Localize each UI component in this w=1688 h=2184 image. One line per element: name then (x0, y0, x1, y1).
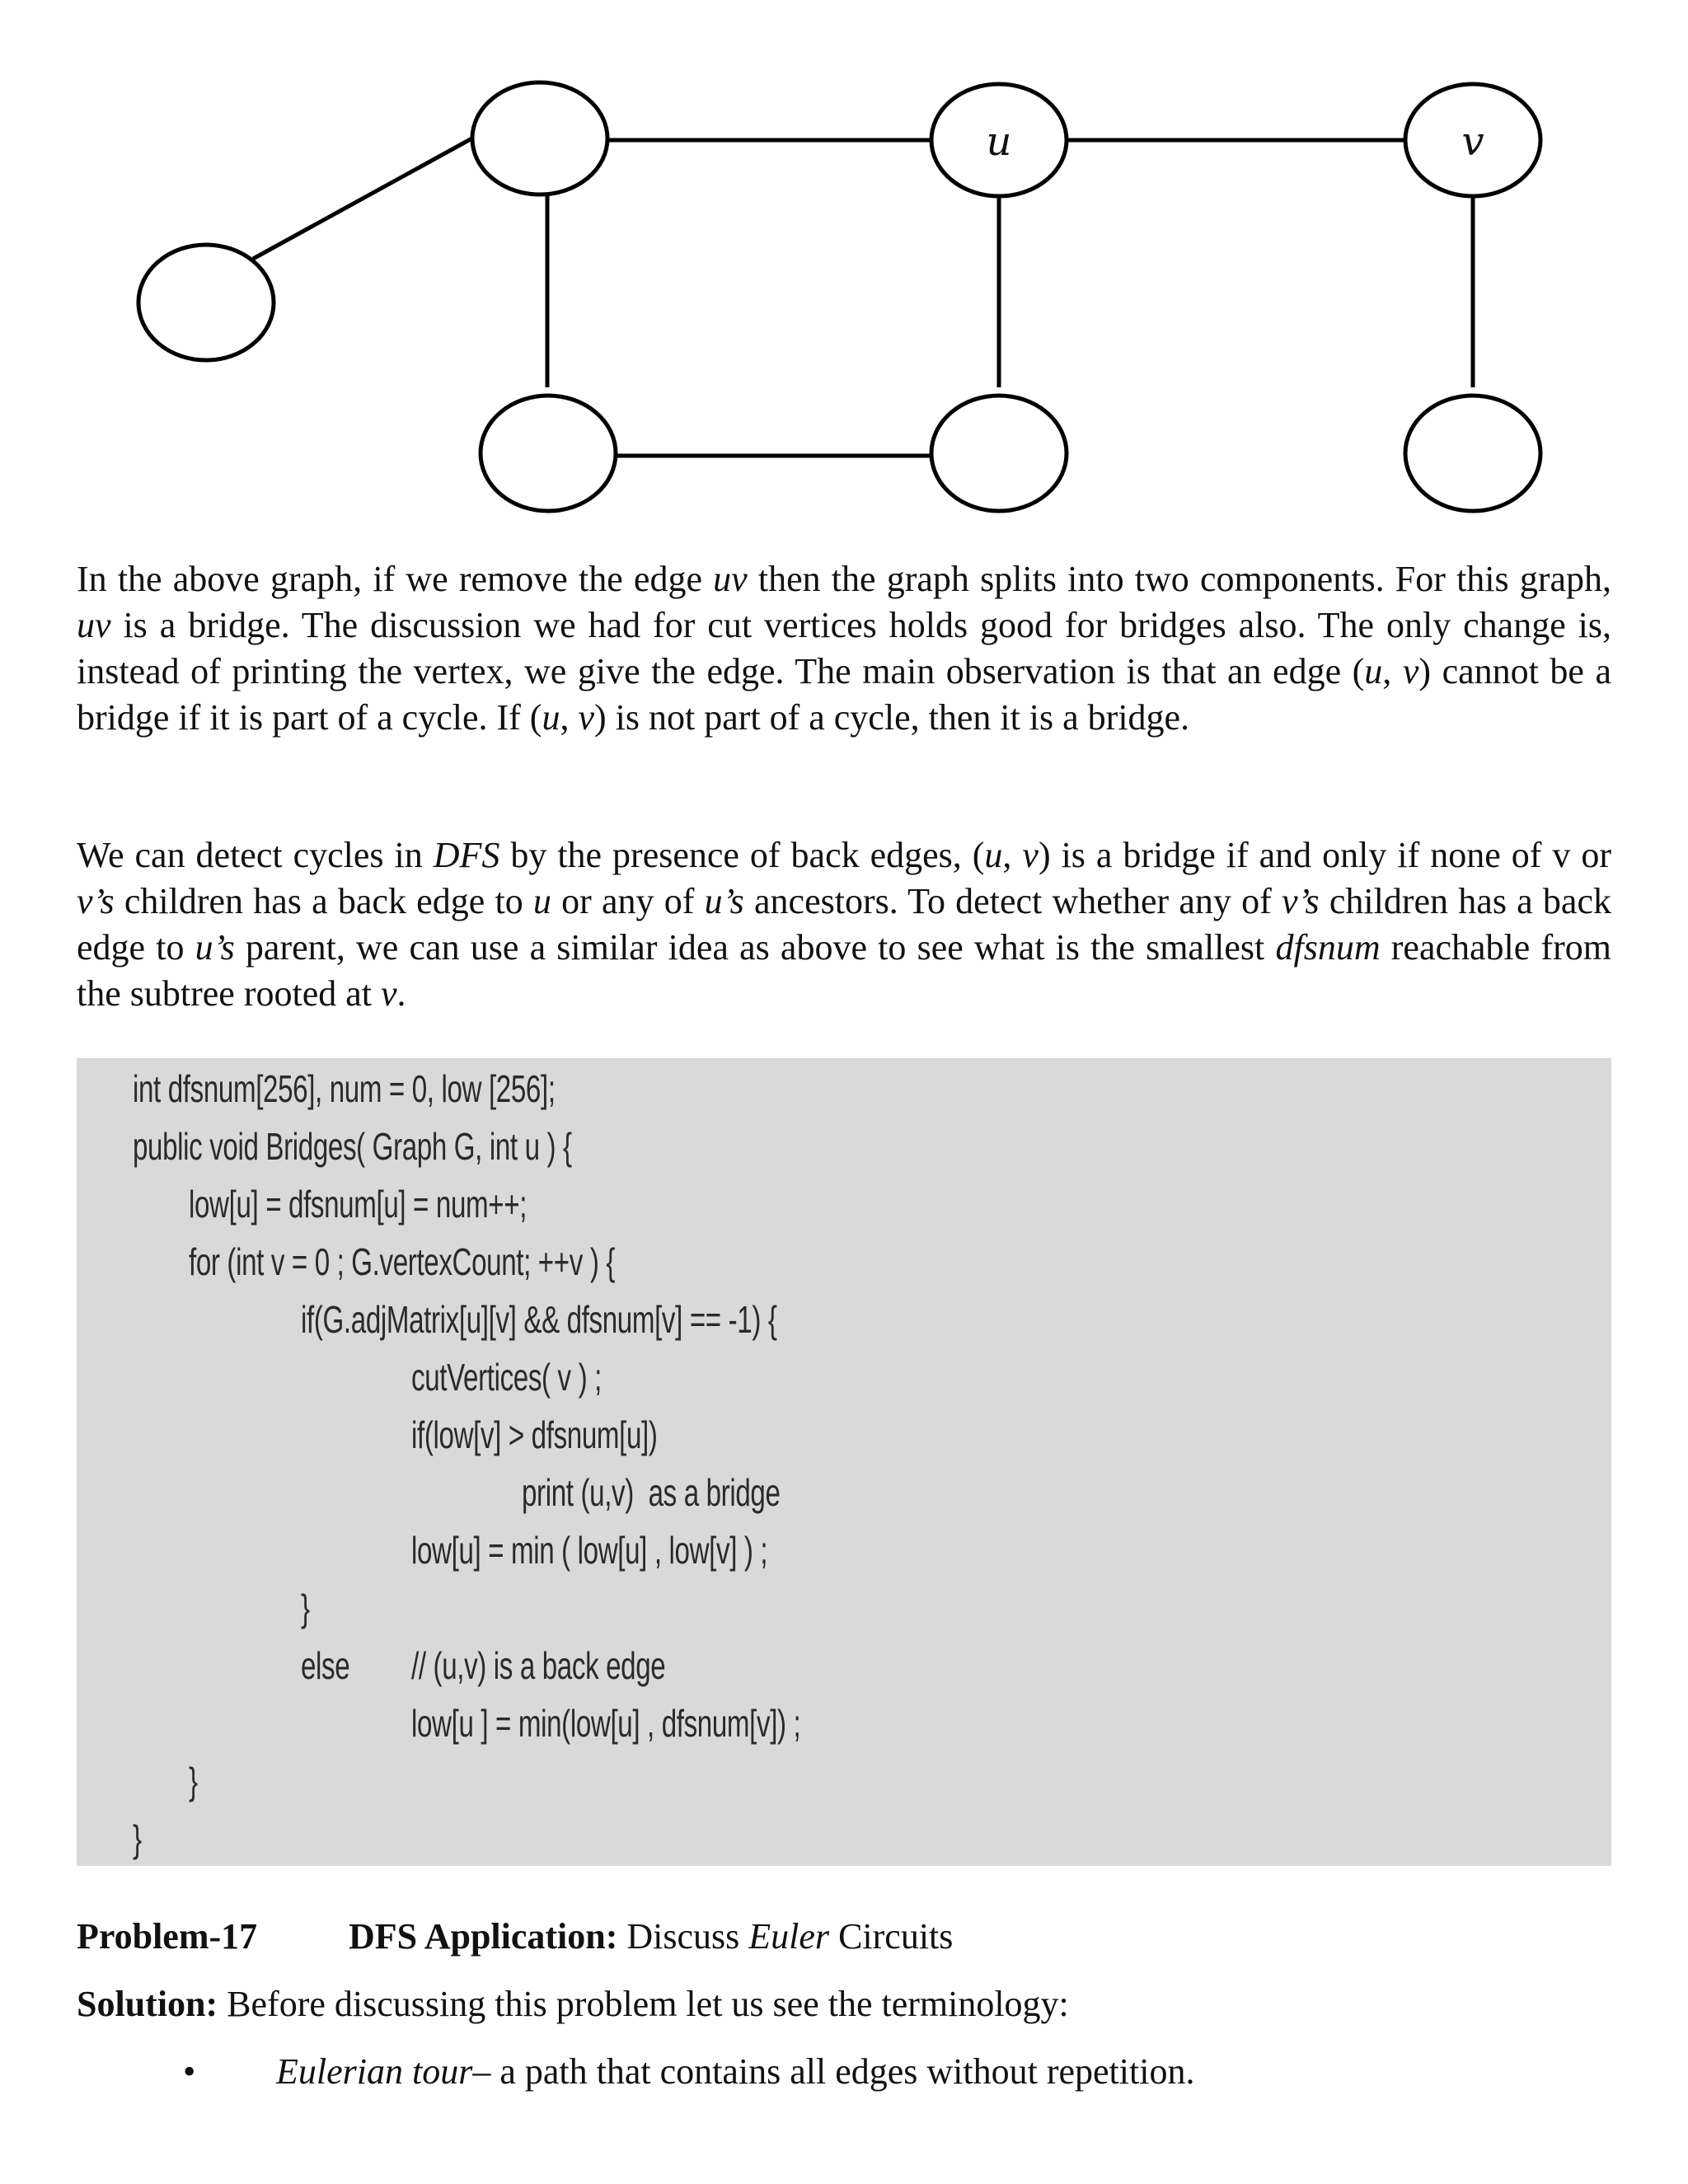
solution-line: Solution: Before discussing this problem let us see the terminology: (77, 1984, 1069, 2024)
node-leaf (138, 245, 274, 360)
graph-diagram (0, 0, 1688, 527)
node-u-label: u (986, 119, 1012, 165)
code-line: else (301, 1644, 350, 1687)
code-line: } (301, 1586, 310, 1629)
node-v-label: v (1461, 119, 1484, 165)
code-line: print (u,v) as a bridge (522, 1471, 781, 1514)
solution-label: Solution: (77, 1984, 218, 2024)
paragraph-detect-cycles: We can detect cycles in DFS by the presence of back edges, (u, v) is a bridge if and only if none of v or v’s children has a back edge to u or any of u’s ancestors. To detect whether any of v’s children has a back edge to u’s parent, we can use a similar idea as above to see what is the smallest dfsnum reachable from the subtree rooted at v. (77, 835, 1611, 1014)
code-line: cutVertices( v ) ; (411, 1356, 602, 1399)
code-line: low[u] = dfsnum[u] = num++; (189, 1183, 528, 1226)
bullet-marker: • (183, 2051, 196, 2092)
node-bottom-right (1405, 396, 1540, 511)
code-line: } (189, 1760, 198, 1802)
problem-title: DFS Application: Discuss Euler Circuits (349, 1916, 954, 1957)
edge-leaf-top (253, 136, 476, 259)
code-line: for (int v = 0 ; G.vertexCount; ++v ) { (189, 1240, 616, 1283)
code-line: // (u,v) is a back edge (411, 1644, 666, 1687)
code-line: low[u] = min ( low[u] , low[v] ) ; (411, 1529, 768, 1572)
bullet-item-eulerian-tour: Eulerian tour– a path that contains all edges without repetition. (276, 2051, 1195, 2092)
problem-number: Problem-17 (77, 1916, 258, 1957)
node-bottom-left (481, 396, 616, 511)
code-line: int dfsnum[256], num = 0, low [256]; (133, 1067, 556, 1110)
code-line: public void Bridges( Graph G, int u ) { (133, 1125, 572, 1168)
code-line: if(low[v] > dfsnum[u]) (411, 1413, 658, 1456)
code-line: } (133, 1817, 142, 1860)
paragraph-bridge-definition: In the above graph, if we remove the edge uv then the graph splits into two components. For this graph, uv is a bridge. The discussion we had for cut vertices holds good for bridges also. The only change is, instead of printing the vertex, we give the edge. The main observation is that an edge (u, v) cannot be a bridge if it is part of a cycle. If (u, v) is not part of a cycle, then it is a bridge. (77, 559, 1611, 738)
code-line: if(G.adjMatrix[u][v] && dfsnum[v] == -1) { (301, 1298, 777, 1341)
node-top (472, 82, 607, 194)
problem-heading (77, 1914, 954, 1960)
code-block (77, 1058, 1611, 1866)
node-bottom-mid (931, 396, 1067, 511)
code-line: low[u ] = min(low[u] , dfsnum[v]) ; (411, 1702, 801, 1745)
